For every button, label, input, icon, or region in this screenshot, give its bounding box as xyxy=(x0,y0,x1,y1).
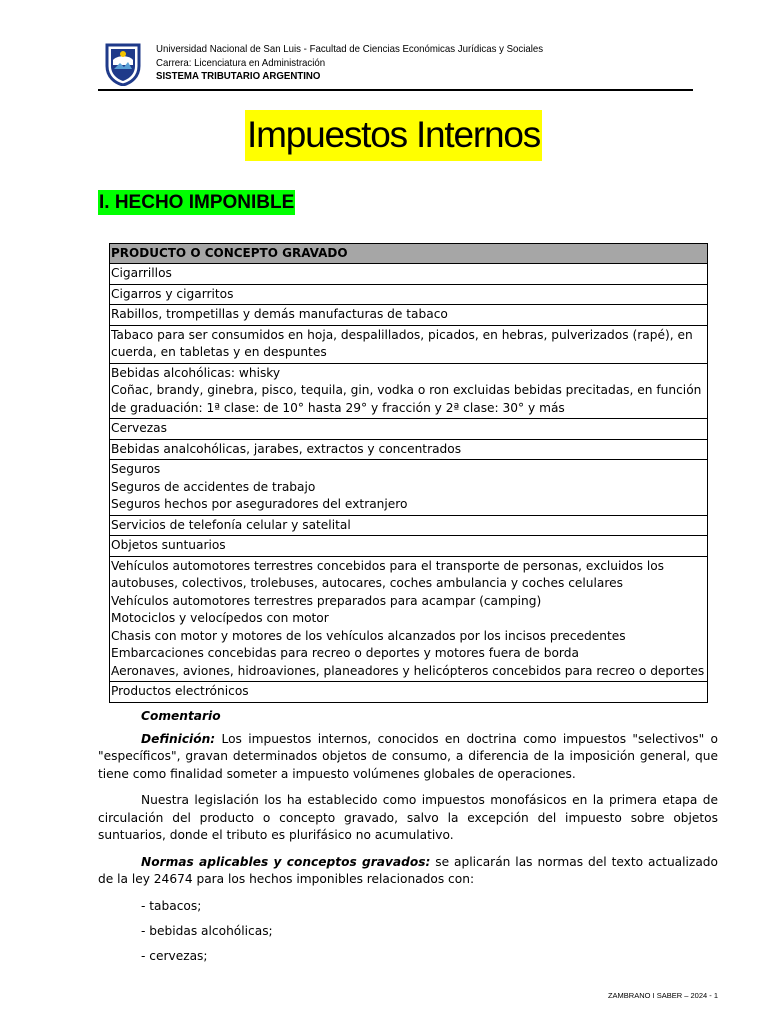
table-header-row xyxy=(110,244,708,264)
table-cell xyxy=(110,682,708,703)
cell-line: Vehículos automotores terrestres preparados para acampar (camping) xyxy=(111,593,542,608)
table-row xyxy=(110,305,708,326)
definition-lead: Definición: xyxy=(141,731,216,746)
table-cell xyxy=(110,556,708,682)
cell-line: Bebidas alcohólicas: whisky xyxy=(111,365,281,380)
commentary-section xyxy=(98,708,718,973)
cell-line: Embarcaciones concebidas para recreo o deportes y motores fuera de borda xyxy=(111,646,579,660)
list-item: - tabacos; xyxy=(141,898,202,913)
norms-text: se aplicarán las normas del texto actualizado de la ley 24674 para los hechos imponibles relacionados con: xyxy=(98,854,718,886)
table-row xyxy=(110,682,708,703)
norms-lead: Normas aplicables y conceptos gravados: xyxy=(141,854,431,869)
section-heading: I. HECHO IMPONIBLE xyxy=(99,192,295,213)
cell-line: Cervezas xyxy=(111,421,167,435)
cell-line: Chasis con motor y motores de los vehículos alcanzados por los incisos precedentes xyxy=(111,628,626,643)
taxed-products-table xyxy=(109,243,708,703)
table-row xyxy=(110,515,708,536)
table-row xyxy=(110,363,708,419)
table-header-cell: PRODUCTO O CONCEPTO GRAVADO xyxy=(110,244,708,264)
header-subject: SISTEMA TRIBUTARIO ARGENTINO xyxy=(156,70,321,82)
university-logo xyxy=(104,42,142,86)
table-cell xyxy=(110,305,708,326)
legislation-paragraph: Nuestra legislación los ha establecido como impuestos monofásicos en la primera etapa de circulación del producto o concepto gravado, salvo la excepción del impuesto sobre objetos suntuarios, donde el tributo es plurifásico no acumulativo. xyxy=(98,793,718,842)
definition-paragraph xyxy=(98,731,718,784)
cell-line: Seguros de accidentes de trabajo xyxy=(111,479,316,494)
cell-line: Bebidas analcohólicas, jarabes, extractos y concentrados xyxy=(111,441,462,456)
table-row xyxy=(110,460,708,516)
cell-line: autobuses, colectivos, trolebuses, autocares, coches ambulancia y coches celulares xyxy=(111,576,623,590)
table-cell xyxy=(110,439,708,460)
norms-paragraph xyxy=(98,854,718,889)
cell-line: Cigarros y cigarritos xyxy=(111,286,234,301)
table-cell xyxy=(110,460,708,516)
table-body xyxy=(110,264,708,703)
cell-line: Seguros hechos por aseguradores del extranjero xyxy=(111,497,408,511)
list-item: - bebidas alcohólicas; xyxy=(141,923,273,938)
list-item: - cervezas; xyxy=(141,948,208,963)
table-row xyxy=(110,439,708,460)
table-cell xyxy=(110,536,708,557)
cell-line: Motociclos y velocípedos con motor xyxy=(111,611,329,625)
table-cell xyxy=(110,515,708,536)
document-title: Impuestos Internos xyxy=(245,110,542,161)
header-university: Universidad Nacional de San Luis - Facultad de Ciencias Económicas Jurídicas y Sociales xyxy=(156,43,544,55)
cell-line: cuerda, en tabletas y en despuntes xyxy=(111,345,327,359)
table-cell xyxy=(110,284,708,305)
table-cell xyxy=(110,325,708,363)
cell-line: Aeronaves, aviones, hidroaviones, planeadores y helicópteros concebidos para recreo o deportes xyxy=(111,663,705,678)
cell-line: Objetos suntuarios xyxy=(111,538,226,552)
cell-line: Seguros xyxy=(111,462,161,476)
cell-line: Coñac, brandy, ginebra, pisco, tequila, gin, vodka o ron excluidas bebidas precitadas, en función xyxy=(111,383,702,397)
table-row xyxy=(110,556,708,682)
cell-line: Servicios de telefonía celular y satelital xyxy=(111,517,351,532)
cell-line: Productos electrónicos xyxy=(111,684,249,698)
table-row xyxy=(110,284,708,305)
table-cell xyxy=(110,419,708,440)
header-text xyxy=(156,43,543,84)
page-footer: ZAMBRANO I SABER – 2024 - 1 xyxy=(607,991,718,1000)
cell-line: Vehículos automotores terrestres concebidos para el transporte de personas, excluidos los xyxy=(111,558,665,573)
page-header xyxy=(98,38,693,91)
table-row xyxy=(110,325,708,363)
commentary-heading: Comentario xyxy=(141,709,221,723)
definition-text: Los impuestos internos, conocidos en doctrina como impuestos "selectivos" o "específicos", gravan determinados objetos de consumo, a diferencia de la imposición general, que tiene como finalidad someter a impuesto volúmenes globales de operaciones. xyxy=(98,731,718,781)
cell-line: Rabillos, trompetillas y demás manufacturas de tabaco xyxy=(111,307,448,321)
cell-line: Tabaco para ser consumidos en hoja, despalillados, picados, en hebras, pulverizados (rapé), en xyxy=(111,327,693,342)
cell-line: de graduación: 1ª clase: de 10° hasta 29° y fracción y 2ª clase: 30° y más xyxy=(111,400,565,415)
table-cell xyxy=(110,264,708,285)
header-career: Carrera: Licenciatura en Administración xyxy=(156,56,326,69)
table-row xyxy=(110,264,708,285)
cell-line: Cigarrillos xyxy=(111,266,172,280)
table-row xyxy=(110,419,708,440)
table-row xyxy=(110,536,708,557)
table-cell xyxy=(110,363,708,419)
